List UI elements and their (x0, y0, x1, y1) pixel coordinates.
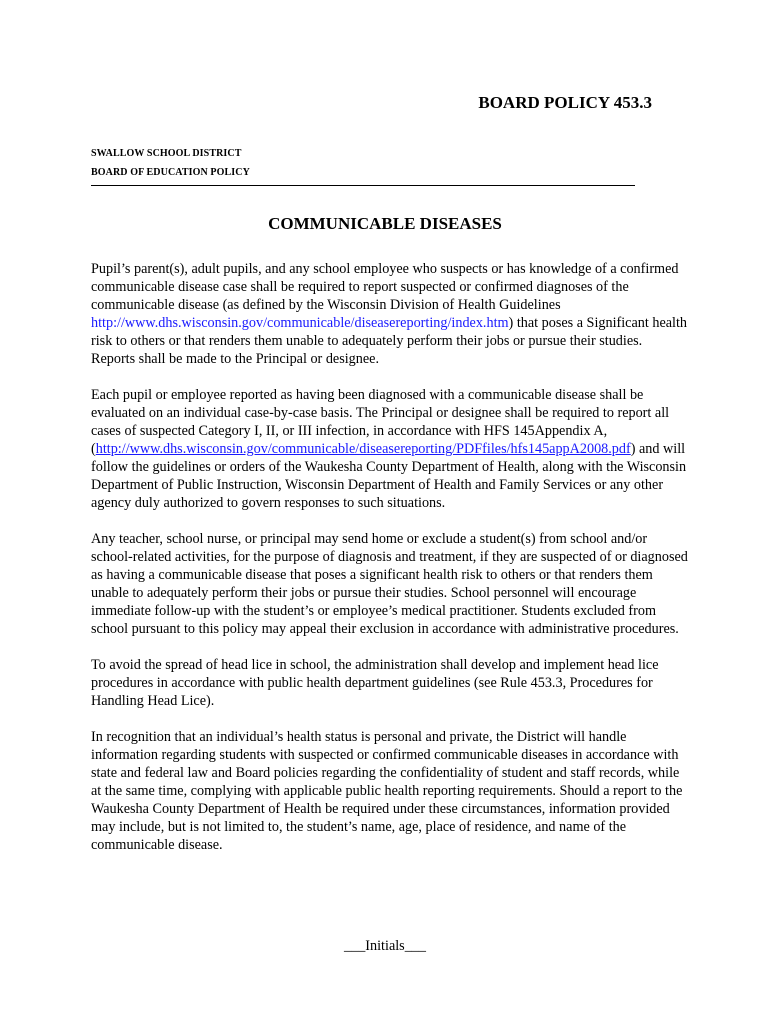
document-title: COMMUNICABLE DISEASES (268, 214, 502, 233)
hfs145-appendix-link[interactable]: http://www.dhs.wisconsin.gov/communicable/diseasereporting/PDFfiles/hfs145appA2008.pdf (95, 441, 631, 457)
policy-body (91, 260, 689, 872)
paragraph-head-lice: To avoid the spread of head lice in school, the administration shall develop and implement head lice procedures in accordance with public health department guidelines (see Rule 453.3, Procedures for Handling Head Lice). (91, 657, 659, 709)
dhs-reporting-link[interactable]: http://www.dhs.wisconsin.gov/communicable/diseasereporting/index.htm (91, 315, 509, 331)
policy-number: BOARD POLICY 453.3 (478, 93, 652, 112)
paragraph-text: Pupil’s parent(s), adult pupils, and any school employee who suspects or has knowledge of a confirmed communicable disease case shall be required to report suspected or confirmed diagnoses of the communicable disease (as defined by the Wisconsin Division of Health Guidelines (91, 261, 679, 313)
paragraph-reporting (91, 260, 689, 368)
paragraph-confidentiality: In recognition that an individual’s health status is personal and private, the District will handle information regarding students with suspected or confirmed communicable diseases in accordance with state and federal law and Board policies regarding the confidentiality of student and staff records, while at the same time, complying with applicable public health reporting requirements. Should a report to the Waukesha County Department of Health be required under these circumstances, information provided may include, but is not limited to, the student’s name, age, place of residence, and name of the communicable disease. (91, 729, 683, 853)
board-policy-label: BOARD OF EDUCATION POLICY (91, 167, 250, 178)
paragraph-exclusion: Any teacher, school nurse, or principal may send home or exclude a student(s) from school and/or school-related activities, for the purpose of diagnosis and treatment, if they are suspected of or diagnosed as having a communicable disease that poses a significant health risk to others or that renders them unable to adequately perform their jobs or pursue their studies. School personnel will encourage immediate follow-up with the student’s or employee’s medical practitioner. Students excluded from school pursuant to this policy may appeal their exclusion in accordance with administrative procedures. (91, 531, 688, 637)
paragraph-text: ) that poses a Significant health risk to others or that renders them unable to adequately perform their jobs or pursue their studies. Reports shall be made to the Principal or designee. (91, 315, 688, 367)
paragraph-text: Each pupil or employee reported as having been diagnosed with a communicable disease shall be evaluated on an individual case-by-case basis. The Principal or designee shall be required to report all cases of suspected Category I, II, or III infection, in accordance with HFS 145Appendix A, ( (91, 387, 670, 457)
district-name: SWALLOW SCHOOL DISTRICT (91, 148, 242, 159)
header-divider (91, 185, 635, 186)
paragraph-text: ) and will follow the guidelines or orders of the Waukesha County Department of Health, along with the Wisconsin Department of Public Instruction, Wisconsin Department of Health and Family Services or any other agency duly authorized to govern responses to such situations. (91, 441, 687, 511)
paragraph-evaluation (91, 386, 689, 512)
initials-line: ___Initials___ (344, 938, 426, 954)
